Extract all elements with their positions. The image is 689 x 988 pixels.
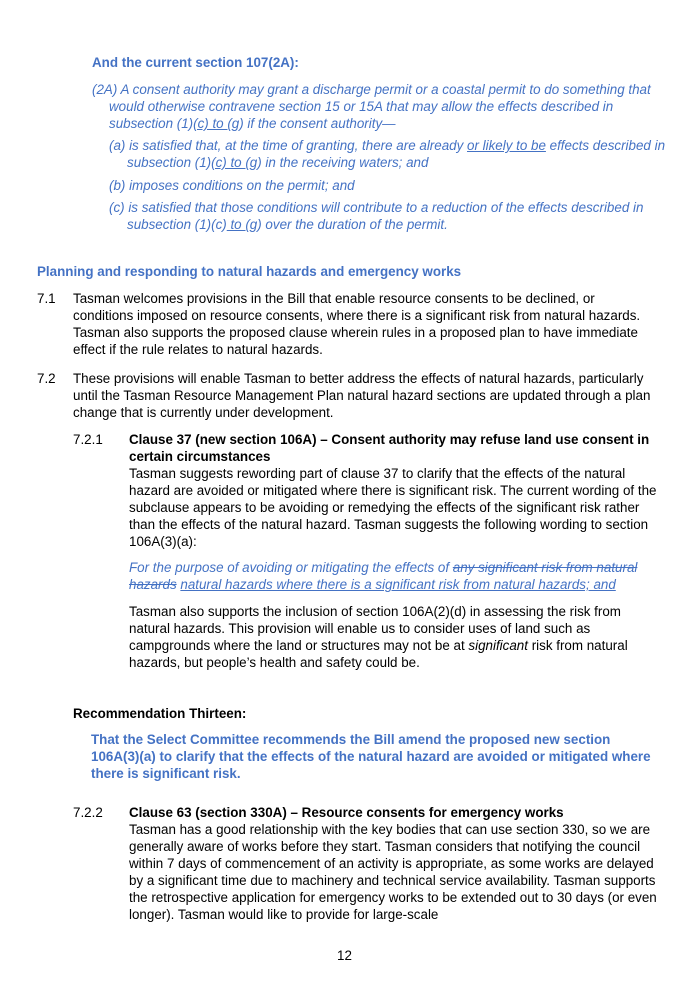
paragraph-text: Tasman welcomes provisions in the Bill that enable resource consents to be declined, or conditions imposed on resource consents, where there is a significant risk from natural hazards. Tasman also supports the proposed clause wherein rules in a proposed plan to have immediate effect if the rule relates to natural hazards. xyxy=(73,291,641,357)
paragraph-7-2-1 xyxy=(73,431,658,671)
clause-37-support-text: Tasman also supports the inclusion of section 106A(2)(d) in assessing the risk from natural hazards. This provision will enable us to consider uses of land such as campgrounds where the land or structures may not be at significant risk from natural hazards, but people’s health and safety could be. xyxy=(129,604,628,670)
planning-section-heading: Planning and responding to natural hazards and emergency works xyxy=(37,264,462,279)
quote-item-c: (c) is satisfied that those conditions will contribute to a reduction of the effects described in subsection (1)(c) to (g) over the duration of the permit. xyxy=(109,200,644,232)
page-number: 12 xyxy=(337,948,352,963)
recommendation-heading: Recommendation Thirteen: xyxy=(73,706,247,721)
paragraph-number: 7.2.1 xyxy=(73,432,103,447)
paragraph-number: 7.1 xyxy=(37,291,56,306)
clause-37-title: Clause 37 (new section 106A) – Consent authority may refuse land use consent in certain circumstances xyxy=(129,432,650,464)
section-107-2a-heading: And the current section 107(2A): xyxy=(92,55,299,70)
paragraph-number: 7.2.2 xyxy=(73,805,103,820)
clause-37-text: Tasman suggests rewording part of clause 37 to clarify that the effects of the natural hazard are avoided or mitigated where there is significant risk. The current wording of the subclause appears to be avoiding or remedying the effects of the significant risk rather than the effects of the natural hazard. Tasman suggests the following wording to section 106A(3)(a): xyxy=(129,466,657,549)
paragraph-number: 7.2 xyxy=(37,371,56,386)
quote-item-a: (a) is satisfied that, at the time of granting, there are already or likely to be effects described in subsection (1)(c) to (g) in the receiving waters; and xyxy=(109,138,666,170)
clause-63-text: Tasman has a good relationship with the key bodies that can use section 330, so we are generally aware of works before they start. Tasman considers that notifying the council within 7 days of commencement of an activity is appropriate, as some works are delayed by a significant time due to machinery and technical service availability. Tasman supports the retrospective application for emergency works to be extended out to 30 days (or even longer). Tasman would like to provide for large-scale xyxy=(129,822,657,922)
proposed-wording-quote: For the purpose of avoiding or mitigating the effects of any significant risk from natural hazards natural hazards where there is a significant risk from natural hazards; and xyxy=(129,560,638,592)
recommendation-text: That the Select Committee recommends the Bill amend the proposed new section 106A(3)(a) to clarify that the effects of the natural hazard are avoided or mitigated where there is significant risk. xyxy=(91,732,651,781)
paragraph-7-1 xyxy=(37,290,657,358)
clause-63-title: Clause 63 (section 330A) – Resource consents for emergency works xyxy=(129,805,564,820)
paragraph-text: These provisions will enable Tasman to better address the effects of natural hazards, particularly until the Tasman Resource Management Plan natural hazard sections are updated through a plan change that is currently under development. xyxy=(73,371,651,420)
paragraph-7-2 xyxy=(37,370,657,421)
quote-item-b: (b) imposes conditions on the permit; and xyxy=(109,178,355,193)
paragraph-7-2-2 xyxy=(73,804,658,923)
quote-2a-intro: (2A) A consent authority may grant a discharge permit or a coastal permit to do something that would otherwise contravene section 15 or 15A that may allow the effects described in subsection (1)(c) to (g) if the consent authority— xyxy=(92,82,651,131)
